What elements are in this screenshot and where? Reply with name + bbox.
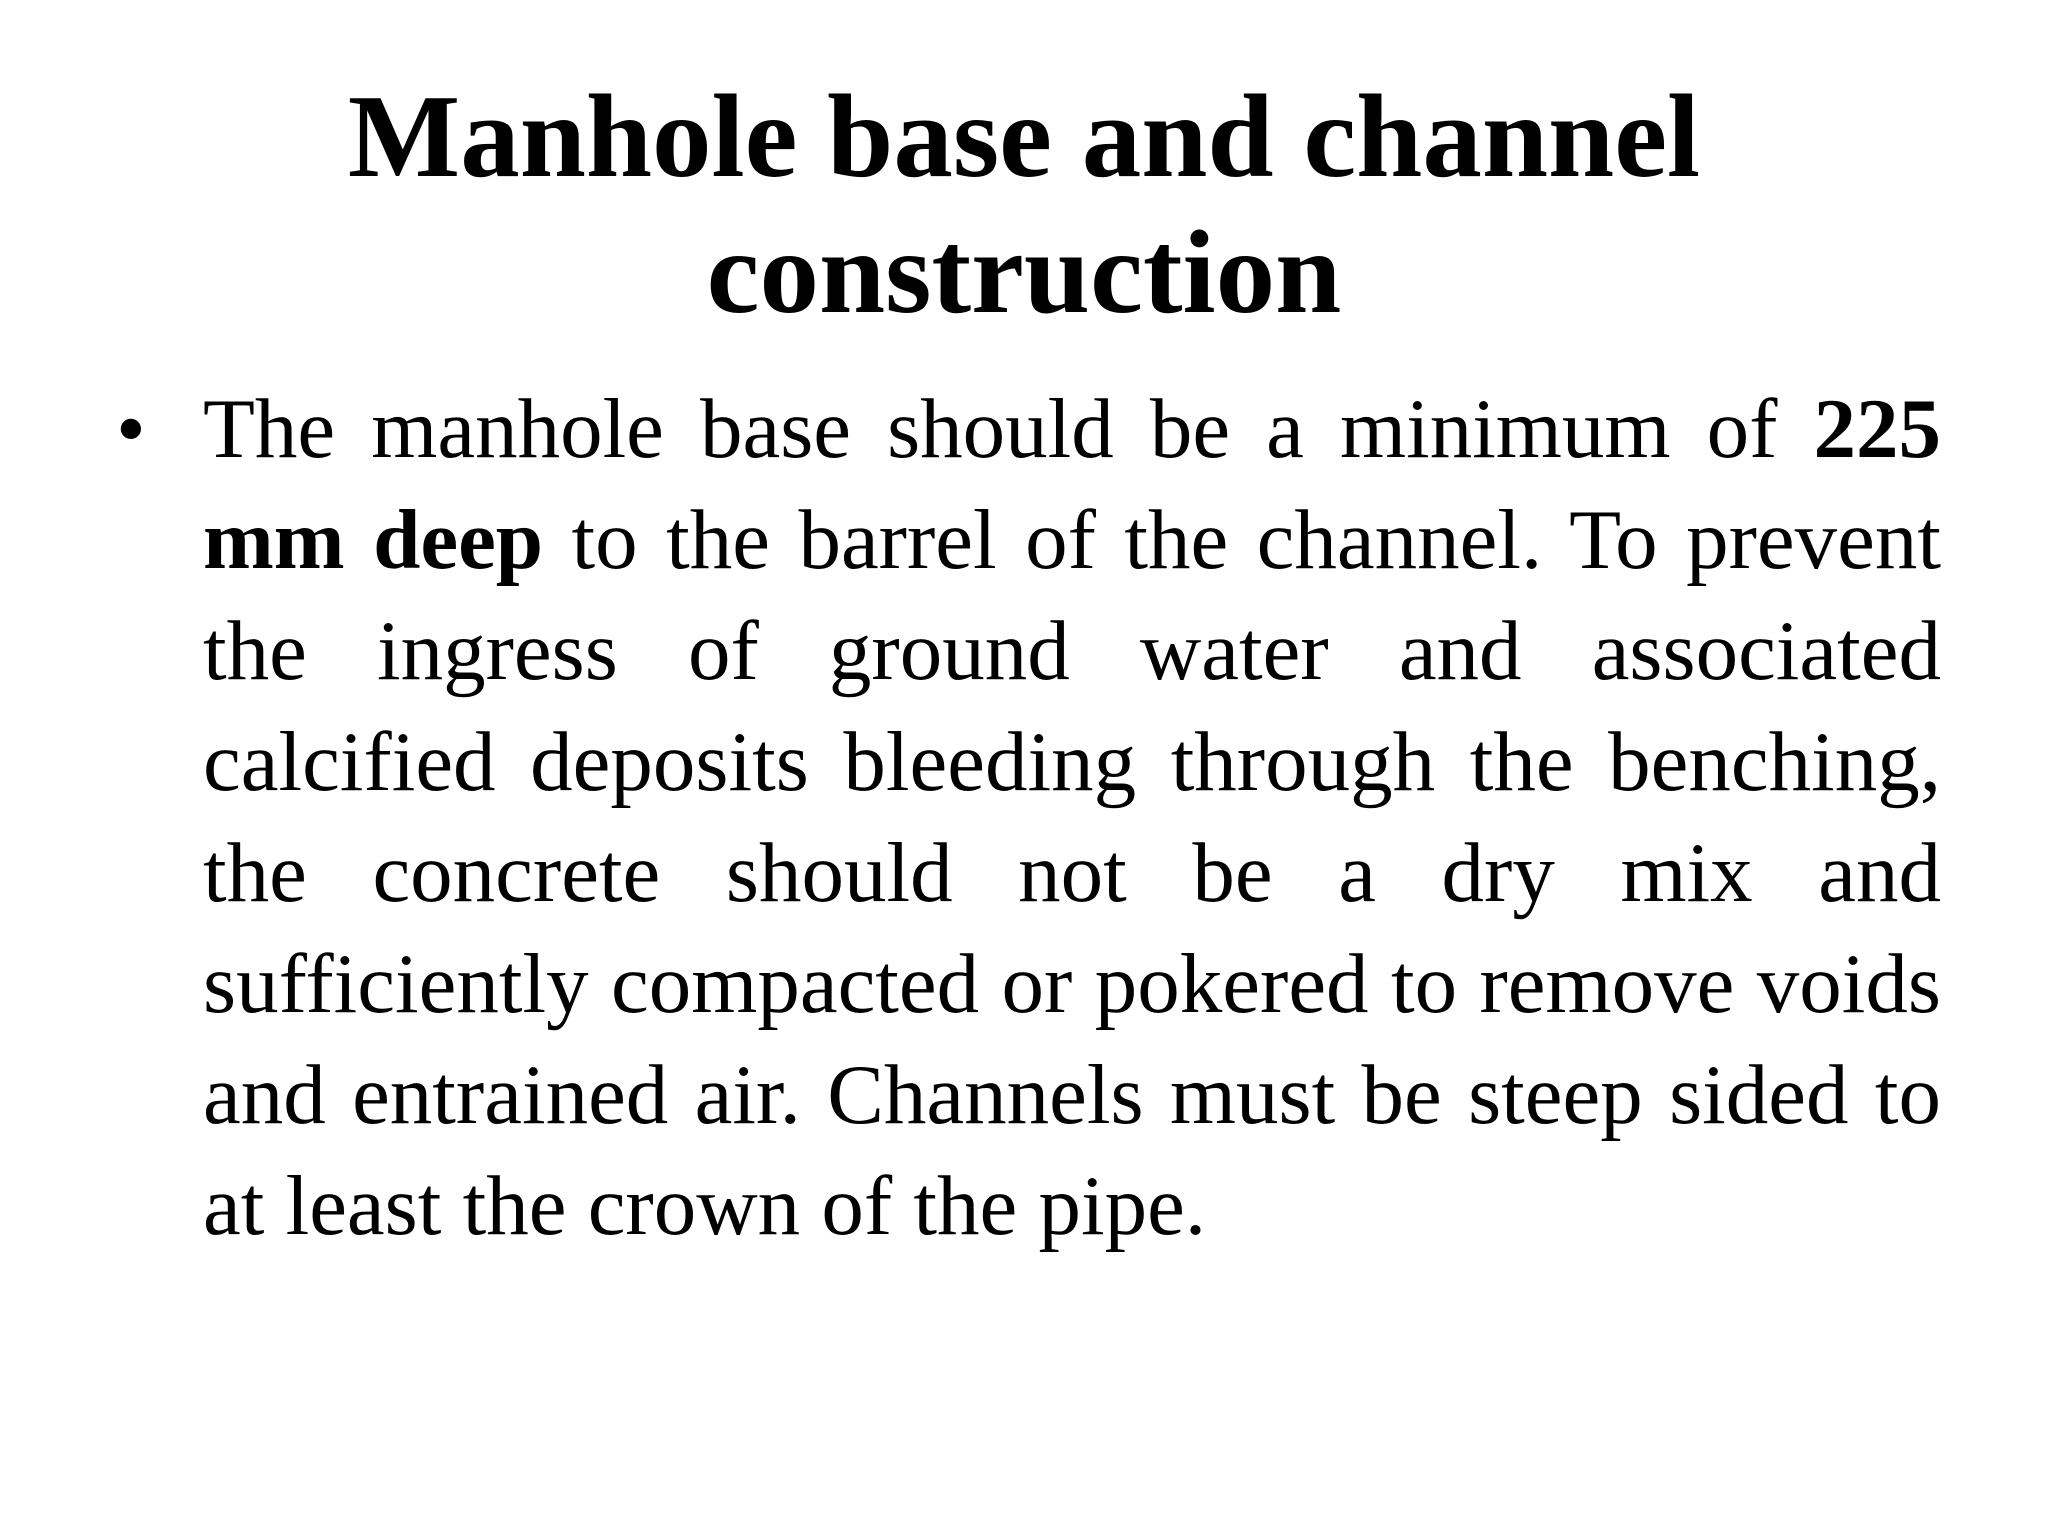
slide-title-line-1: Manhole base and channel	[347, 70, 1701, 202]
bullet-text-end: to the barrel of the channel. To prevent the ingress of ground water and associated calcified deposits bleeding through the benching, the concrete should not be a dry mix and sufficiently compacted or pokered to remove voids and entrained air. Channels must be steep sided to at least the crown of the pipe.	[203, 493, 1941, 1253]
bullet-item	[116, 374, 1941, 1262]
bullet-icon: •	[116, 382, 146, 476]
slide-title	[150, 68, 1898, 340]
bullet-text-start: The manhole base should be a minimum of	[203, 382, 1814, 476]
bullet-list	[116, 374, 1941, 1262]
bullet-emphasis: 225 mm deep	[203, 382, 1941, 587]
slide-title-line-2: construction	[706, 206, 1342, 338]
